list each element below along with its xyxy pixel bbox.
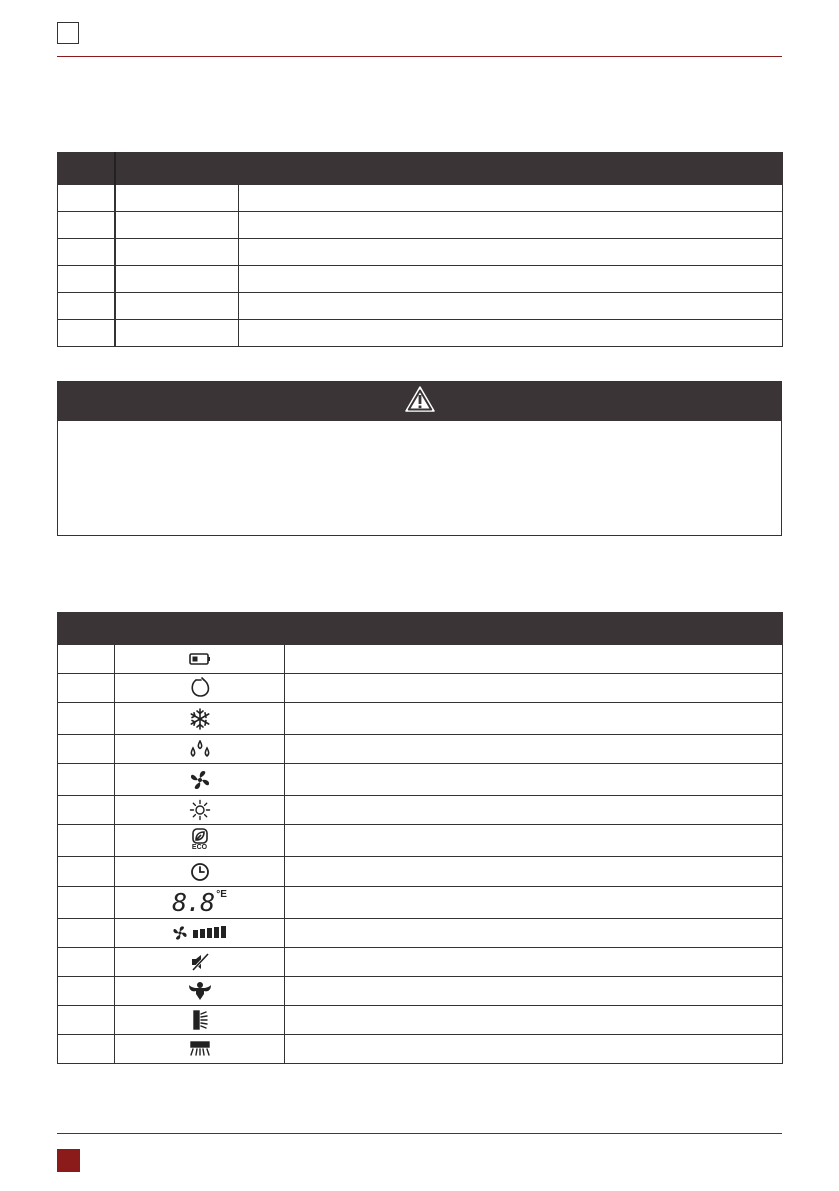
row-name bbox=[115, 212, 239, 239]
row-description bbox=[285, 764, 783, 796]
row-name bbox=[115, 293, 239, 320]
row-number bbox=[58, 239, 115, 266]
row-number bbox=[58, 735, 115, 764]
row-number bbox=[58, 212, 115, 239]
footer-rule bbox=[57, 1133, 782, 1134]
eco-icon-label: ECO bbox=[191, 843, 208, 851]
header-rule bbox=[57, 56, 782, 57]
row-description bbox=[239, 320, 783, 347]
table-row bbox=[58, 703, 783, 735]
row-number bbox=[58, 919, 115, 948]
row-number bbox=[58, 185, 115, 212]
table-header bbox=[58, 613, 783, 645]
mute-icon bbox=[115, 952, 284, 972]
table-row bbox=[58, 320, 783, 347]
swing-icon bbox=[115, 1009, 284, 1031]
row-description bbox=[285, 735, 783, 764]
row-number bbox=[58, 948, 115, 977]
table-row bbox=[58, 674, 783, 703]
fan-speed-icon bbox=[115, 925, 284, 941]
table-row bbox=[58, 735, 783, 764]
table-row bbox=[58, 825, 783, 857]
table-row bbox=[58, 857, 783, 887]
segment-unit: °E bbox=[216, 888, 227, 900]
row-name bbox=[115, 185, 239, 212]
row-description bbox=[239, 239, 783, 266]
row-number bbox=[58, 645, 115, 674]
table-row bbox=[58, 185, 783, 212]
fan-icon bbox=[115, 769, 284, 791]
temperature-display-icon bbox=[172, 887, 227, 917]
louver-icon bbox=[115, 1040, 284, 1058]
row-description bbox=[285, 825, 783, 857]
row-description bbox=[285, 674, 783, 703]
row-name bbox=[115, 320, 239, 347]
auto-mode-icon bbox=[115, 677, 284, 699]
row-number bbox=[58, 1006, 115, 1035]
row-number bbox=[58, 764, 115, 796]
row-description bbox=[239, 212, 783, 239]
row-description bbox=[285, 857, 783, 887]
row-description bbox=[285, 1035, 783, 1064]
header-cell-number bbox=[58, 613, 115, 645]
row-number bbox=[58, 293, 115, 320]
dry-drops-icon bbox=[115, 740, 284, 758]
battery-icon bbox=[115, 653, 284, 665]
row-number bbox=[58, 320, 115, 347]
table-row bbox=[58, 293, 783, 320]
sun-icon bbox=[115, 799, 284, 821]
table-row bbox=[58, 239, 783, 266]
table-row bbox=[58, 266, 783, 293]
row-description bbox=[285, 703, 783, 735]
table-row bbox=[58, 887, 783, 919]
row-number bbox=[58, 977, 115, 1006]
warning-header bbox=[58, 382, 781, 421]
row-number bbox=[58, 1035, 115, 1064]
warning-triangle-icon bbox=[404, 385, 436, 418]
row-description bbox=[239, 185, 783, 212]
display-icons-table bbox=[57, 612, 783, 1064]
header-cell-number bbox=[58, 153, 115, 185]
table-row bbox=[58, 1006, 783, 1035]
row-description bbox=[285, 1006, 783, 1035]
turbo-icon bbox=[115, 981, 284, 1001]
row-description bbox=[285, 887, 783, 919]
row-name bbox=[115, 266, 239, 293]
table-row bbox=[58, 645, 783, 674]
warning-box bbox=[57, 381, 782, 536]
row-description bbox=[239, 293, 783, 320]
row-number bbox=[58, 857, 115, 887]
table-row bbox=[58, 977, 783, 1006]
table-row bbox=[58, 948, 783, 977]
header-cell-description bbox=[285, 613, 783, 645]
row-description bbox=[285, 796, 783, 825]
row-name bbox=[115, 239, 239, 266]
segment-digits: 8.8 bbox=[172, 887, 215, 917]
footer-corner-tab bbox=[57, 1149, 80, 1172]
row-number bbox=[58, 887, 115, 919]
table-row bbox=[58, 796, 783, 825]
page-marker-box bbox=[57, 22, 79, 44]
table-row bbox=[58, 212, 783, 239]
row-description bbox=[285, 645, 783, 674]
row-number bbox=[58, 825, 115, 857]
row-number bbox=[58, 703, 115, 735]
table-row bbox=[58, 1035, 783, 1064]
row-number bbox=[58, 796, 115, 825]
row-number bbox=[58, 266, 115, 293]
clock-icon bbox=[115, 861, 284, 883]
snowflake-icon bbox=[115, 708, 284, 730]
row-description bbox=[285, 977, 783, 1006]
row-description bbox=[285, 919, 783, 948]
table-row bbox=[58, 764, 783, 796]
row-description bbox=[285, 948, 783, 977]
button-table bbox=[57, 152, 783, 347]
header-cell-name bbox=[115, 153, 239, 185]
table-header bbox=[58, 153, 783, 185]
header-cell-description bbox=[239, 153, 783, 185]
eco-leaf-icon bbox=[190, 828, 210, 851]
row-description bbox=[239, 266, 783, 293]
row-number bbox=[58, 674, 115, 703]
table-row bbox=[58, 919, 783, 948]
header-cell-icon bbox=[115, 613, 285, 645]
